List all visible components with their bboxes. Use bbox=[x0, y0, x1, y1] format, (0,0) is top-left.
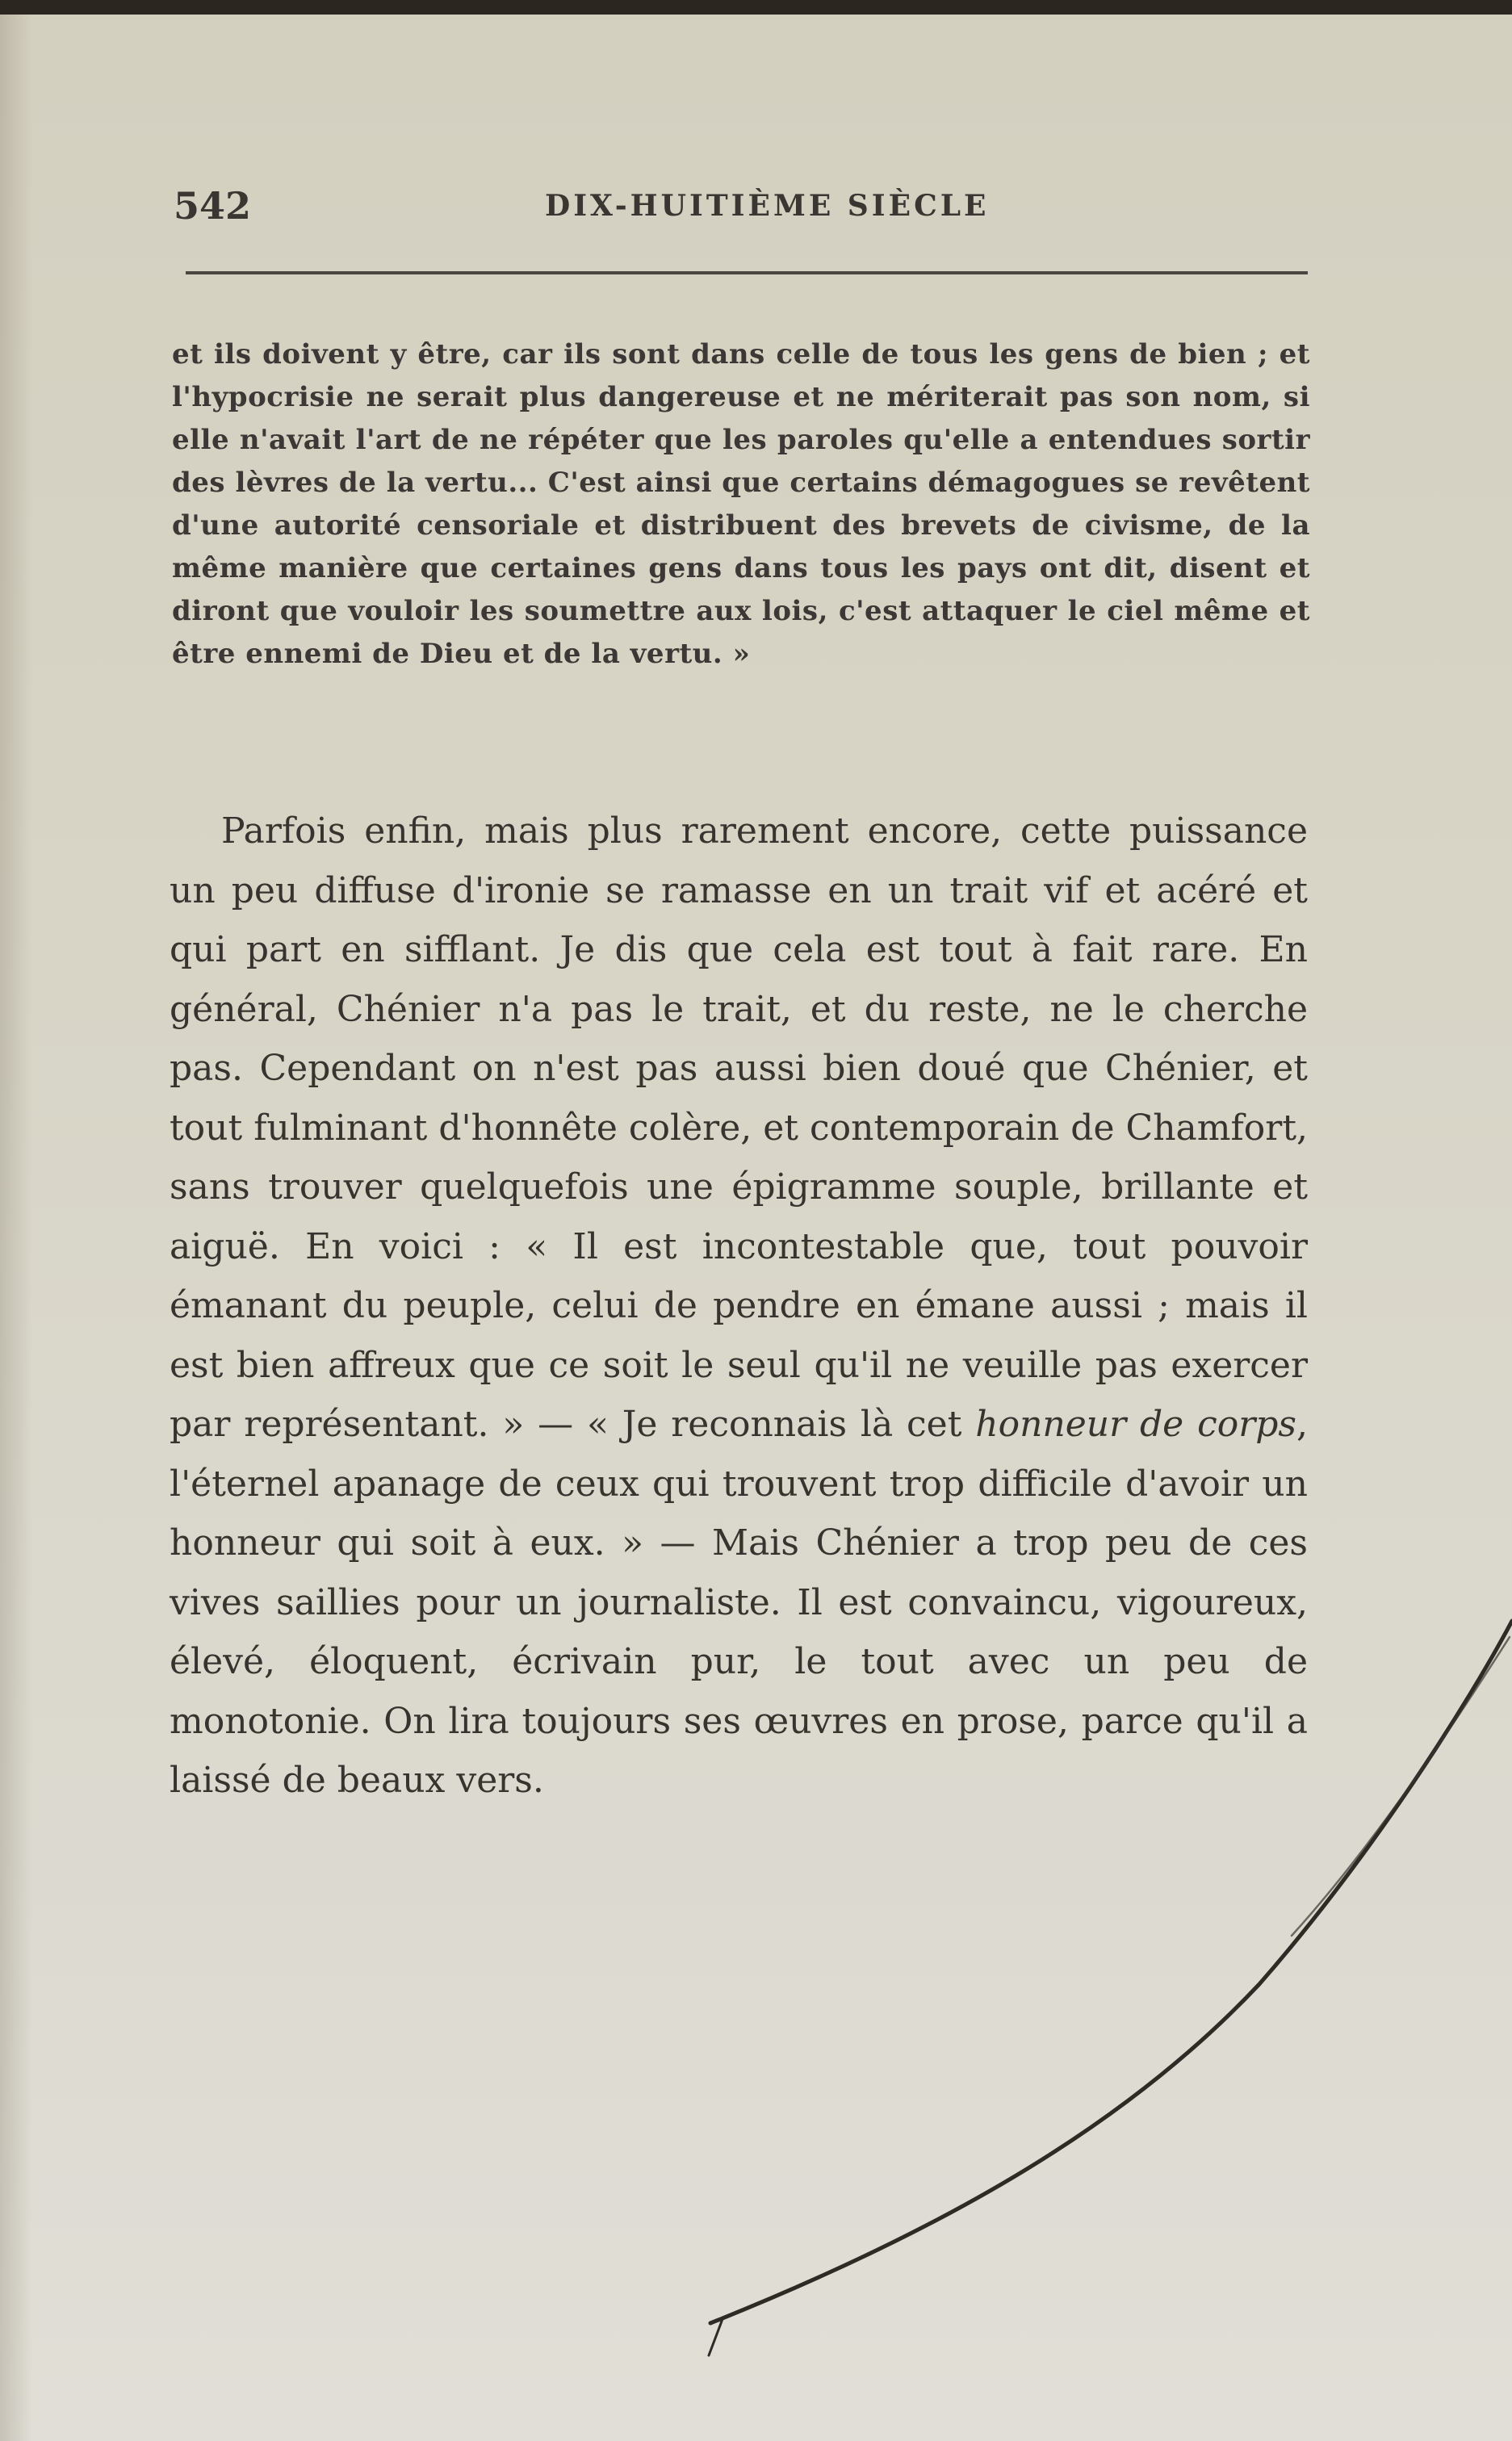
header-rule bbox=[186, 271, 1308, 274]
page-number: 542 bbox=[174, 184, 252, 228]
body-italic-phrase: honneur de corps bbox=[975, 1404, 1296, 1445]
book-page bbox=[0, 15, 1512, 2441]
body-text-after: , l'éternel apanage de ceux qui trouvent trop difficile d'avoir un honneur qui soit à eux. » — Mais Chénier a trop peu de ces vives saillies pour un journaliste. Il est convaincu, vigoureux, élevé, éloquent, écrivain pur, le tout avec un peu de monotonie. On lira toujours ses œuvres en prose, parce qu'il a laissé de beaux vers. bbox=[170, 1404, 1308, 1801]
running-title: DIX-HUITIÈME SIÈCLE bbox=[545, 189, 990, 223]
body-text-before: Parfois enfin, mais plus rarement encore, cette puissance un peu diffuse d'ironie se ramasse en un trait vif et acéré et qui part en sifflant. Je dis que cela est tout à fait rare. En général, Chénier n'a pas le trait, et du reste, ne le cherche pas. Cependant on n'est pas aussi bien doué que Chénier, et tout fulminant d'honnête colère, et contemporain de Chamfort, sans trouver quelquefois une épigramme souple, brillante et aiguë. En voici : « Il est incontestable que, tout pouvoir émanant du peuple, celui de pendre en émane aussi ; mais il est bien affreux que ce soit le seul qu'il ne veuille pas exercer par représentant. » — « Je reconnais là cet bbox=[170, 810, 1308, 1445]
page-edge-shadow bbox=[0, 15, 32, 2441]
body-paragraph bbox=[170, 802, 1308, 1811]
page-header bbox=[174, 184, 1304, 232]
main-text bbox=[170, 802, 1308, 1811]
quoted-passage: et ils doivent y être, car ils sont dans celle de tous les gens de bien ; et l'hypocrisie ne serait plus dangereuse et ne mériterait pas son nom, si elle n'avait l'art de ne répéter que les paroles qu'elle a entendues sortir des lèvres de la vertu... C'est ainsi que certains démagogues se revêtent d'une autorité censoriale et distribuent des brevets de civisme, de la même manière que certaines gens dans tous les pays ont dit, disent et diront que vouloir les soumettre aux lois, c'est attaquer le ciel même et être ennemi de Dieu et de la vertu. » bbox=[172, 338, 1310, 670]
